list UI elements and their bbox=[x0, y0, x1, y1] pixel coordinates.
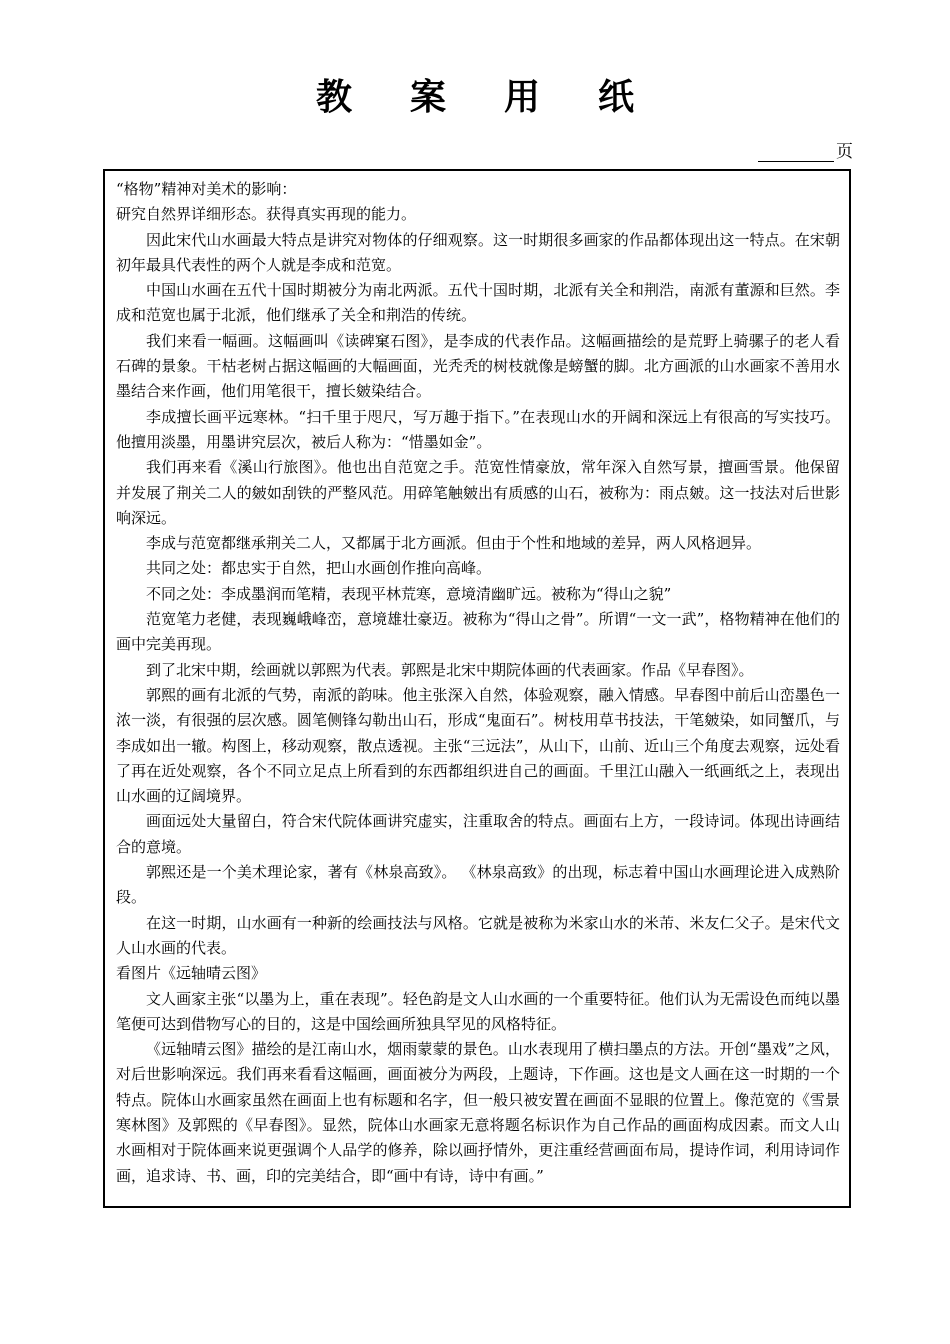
paragraph: 共同之处：都忠实于自然，把山水画创作推向高峰。 bbox=[146, 559, 492, 578]
page-number-field bbox=[758, 140, 853, 162]
paragraph: 范宽笔力老健，表现巍峨峰峦，意境雄壮豪迈。被称为“得山之骨”。所谓“一文一武”，格物精神在他们的画中完美再现。 bbox=[116, 610, 840, 654]
paragraph: 我们再来看《溪山行旅图》。他也出自范宽之手。范宽性情豪放，常年深入自然写景，擅画雪景。他保留并发展了荆关二人的皴如刮铁的严整风范。用碎笔触皴出有质感的山石，被称为：雨点皴。这一技法对后世影响深远。 bbox=[116, 458, 840, 527]
paragraph: 郭熙的画有北派的气势，南派的韵味。他主张深入自然，体验观察，融入情感。早春图中前后山峦墨色一浓一淡，有很强的层次感。圆笔侧锋勾勒出山石，形成“鬼面石”。树枝用草书技法，干笔皴染，如同蟹爪，与李成如出一辙。构图上，移动观察，散点透视。主张“三远法”，从山下，山前、近山三个角度去观察，远处看了再在近处观察，各个不同立足点上所看到的东西都组织进自己的画面。千里江山融入一纸画纸之上，表现出山水画的辽阔境界。 bbox=[116, 685, 840, 806]
page-number-label: 页 bbox=[836, 142, 853, 162]
paragraph: 在这一时期，山水画有一种新的绘画技法与风格。它就是被称为米家山水的米芾、米友仁父子。是宋代文人山水画的代表。 bbox=[116, 913, 840, 957]
paragraph: 到了北宋中期，绘画就以郭熙为代表。郭熙是北宋中期院体画的代表画家。作品《早春图》。 bbox=[146, 660, 754, 679]
paragraph: 不同之处：李成墨润而笔精，表现平林荒寒，意境清幽旷远。被称为“得山之貌” bbox=[146, 584, 672, 603]
page-number-blank bbox=[758, 143, 834, 162]
paragraph: 中国山水画在五代十国时期被分为南北两派。五代十国时期，北派有关全和荆浩，南派有董源和巨然。李成和范宽也属于北派，他们继承了关全和荆浩的传统。 bbox=[116, 281, 840, 325]
paragraph: 我们来看一幅画。这幅画叫《读碑窠石图》，是李成的代表作品。这幅画描绘的是荒野上骑骡子的老人看石碑的景象。干枯老树占据这幅画的大幅画面，光秃秃的树枝就像是螃蟹的脚。北方画派的山水画家不善用水墨结合来作画，他们用笔很干，擅长皴染结合。 bbox=[116, 331, 840, 401]
paragraph: 画面远处大量留白，符合宋代院体画讲究虚实，注重取舍的特点。画面右上方，一段诗词。体现出诗画结合的意境。 bbox=[116, 812, 840, 856]
paragraph: 研究自然界详细形态。获得真实再现的能力。 bbox=[116, 205, 417, 224]
paragraph: 李成擅长画平远寒林。“扫千里于咫尺，写万趣于指下。”在表现山水的开阔和深远上有很高的写实技巧。他擅用淡墨，用墨讲究层次，被后人称为：“惜墨如金”。 bbox=[116, 407, 840, 451]
paragraph: 郭熙还是一个美术理论家，著有《林泉高致》。 《林泉高致》的出现，标志着中国山水画理论进入成熟阶段。 bbox=[116, 863, 840, 907]
paragraph: 因此宋代山水画最大特点是讲究对物体的仔细观察。这一时期很多画家的作品都体现出这一特点。在宋朝初年最具代表性的两个人就是李成和范宽。 bbox=[116, 230, 840, 274]
content-frame bbox=[103, 169, 851, 1208]
paragraph: 李成与范宽都继承荆关二人，又都属于北方画派。但由于个性和地域的差异，两人风格迥异。 bbox=[146, 534, 762, 553]
page-title: 教案用纸 bbox=[315, 77, 692, 118]
paragraph: 文人画家主张“以墨为上，重在表现”。轻色韵是文人山水画的一个重要特征。他们认为无需设色而纯以墨笔便可达到借物写心的目的，这是中国绘画所独具罕见的风格特征。 bbox=[116, 989, 840, 1033]
paragraph: “格物”精神对美术的影响： bbox=[116, 180, 297, 198]
lesson-text bbox=[116, 177, 840, 1189]
paragraph: 看图片《远轴晴云图》 bbox=[116, 964, 267, 983]
paragraph: 《远轴晴云图》描绘的是江南山水，烟雨蒙蒙的景色。山水表现用了横扫墨点的方法。开创“墨戏”之风，对后世影响深远。我们再来看看这幅画，画面被分为两段，上题诗，下作画。这也是文人画在这一时期的一个特点。院体山水画家虽然在画面上也有标题和名字，但一般只被安置在画面不显眼的位置上。像范宽的《雪景寒林图》及郭熙的《早春图》。显然，院体山水画家无意将题名标识作为自己作品的画面构成因素。而文人山水画相对于院体画来说更强调个人品学的修养，除以画抒情外，更注重经营画面布局，提诗作词，利用诗词作画，追求诗、书、画，印的完美结合，即“画中有诗，诗中有画。” bbox=[116, 1040, 840, 1185]
